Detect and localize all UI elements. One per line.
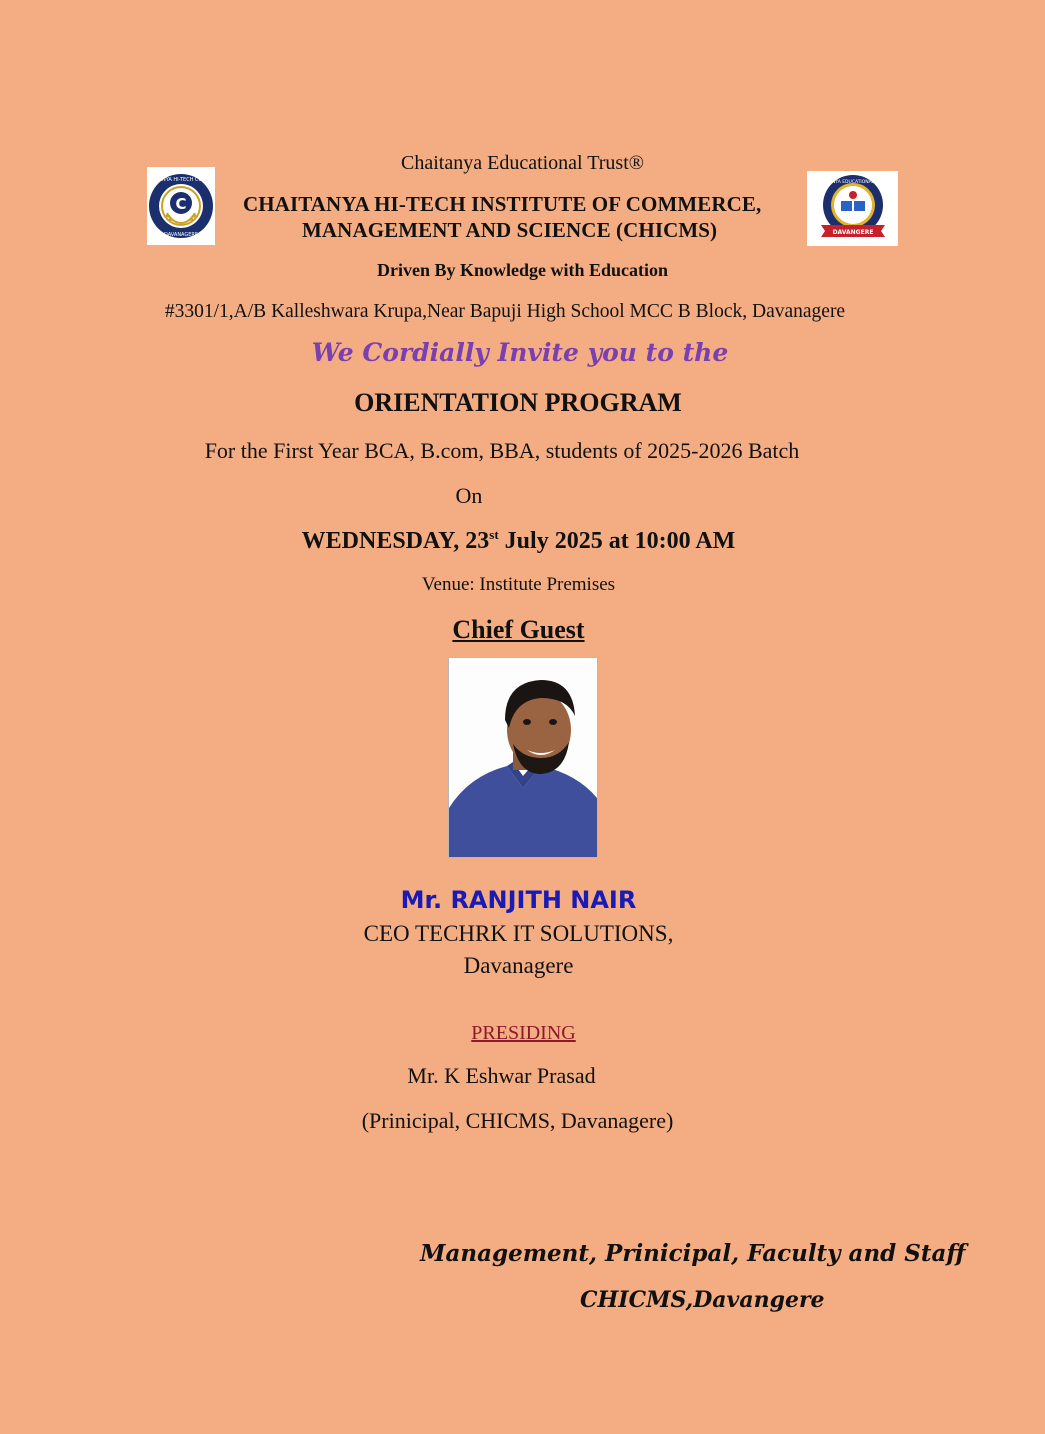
institute-tagline: Driven By Knowledge with Education (376, 260, 669, 280)
chief-guest-name: Mr. RANJITH NAIR (400, 886, 637, 914)
logo-letter: C (175, 195, 187, 213)
chief-guest-heading: Chief Guest (452, 615, 585, 644)
program-date (0, 527, 1037, 555)
trust-logo-ring-text: CHAITANYA EDUCATIONAL TRUST (815, 180, 891, 185)
trust-logo-ribbon: DAVANGERE (832, 229, 874, 236)
institute-address: #3301/1,A/B Kalleshwara Krupa,Near Bapuji High School MCC B Block, Davanagere (164, 301, 846, 322)
presiding-heading: PRESIDING (471, 1022, 576, 1044)
program-on: On (455, 483, 483, 508)
trust-name: Chaitanya Educational Trust® (401, 152, 644, 174)
educational-trust-logo (807, 171, 898, 246)
college-seal-logo (147, 167, 215, 245)
invitation-intro: We Cordially Invite you to the (311, 338, 729, 367)
date-rest: July 2025 at 10:00 AM (498, 528, 736, 554)
date-suffix: st (489, 527, 499, 542)
institute-name-line2: MANAGEMENT AND SCIENCE (CHICMS) (302, 218, 718, 242)
presiding-role: (Prinicipal, CHICMS, Davanagere) (361, 1108, 674, 1133)
program-audience: For the First Year BCA, B.com, BBA, students of 2025-2026 Batch (204, 438, 800, 463)
logo-ring-top: CHAITANYA HI-TECH COLLEGE (147, 177, 215, 183)
date-day: WEDNESDAY, 23 (301, 528, 490, 554)
guest-portrait-photo (448, 657, 598, 858)
program-venue: Venue: Institute Premises (421, 574, 616, 595)
logo-ring-bottom: DAVANAGERE (163, 232, 199, 238)
institute-name-line1: CHAITANYA HI-TECH INSTITUTE OF COMMERCE, (243, 192, 762, 216)
signature-line1: Management, Prinicipal, Faculty and Staff (420, 1240, 966, 1267)
signature-line2: CHICMS,Davangere (580, 1287, 825, 1313)
presiding-name: Mr. K Eshwar Prasad (407, 1063, 596, 1088)
chief-guest-role: CEO TECHRK IT SOLUTIONS, (363, 921, 674, 946)
chief-guest-city: Davanagere (463, 953, 574, 978)
program-title: ORIENTATION PROGRAM (354, 388, 682, 417)
